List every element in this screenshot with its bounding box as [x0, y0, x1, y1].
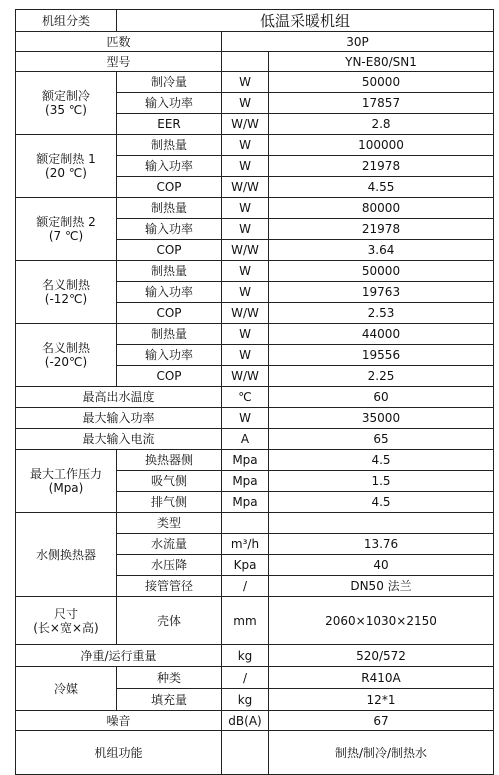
item-label: 制冷量 [117, 72, 222, 93]
spec-table [15, 9, 494, 775]
unit-cell: / [222, 576, 269, 597]
max-input-power-label: 最大输入功率 [16, 408, 222, 429]
value-cell: 12*1 [269, 689, 494, 711]
function-label: 机组功能 [16, 731, 222, 775]
unit-cell: dB(A) [222, 711, 269, 731]
table-row [16, 324, 494, 345]
item-label: COP [117, 177, 222, 198]
group-label: 名义制热 (-20℃) [16, 324, 117, 387]
item-label: EER [117, 114, 222, 135]
value-cell: 1.5 [269, 471, 494, 492]
value-cell: 520/572 [269, 645, 494, 667]
item-label: 种类 [117, 667, 222, 689]
group-label: 额定制热 2 (7 ℃) [16, 198, 117, 261]
value-cell: 4.55 [269, 177, 494, 198]
item-label: COP [117, 366, 222, 387]
table-row [16, 52, 494, 72]
noise-label: 噪音 [16, 711, 222, 731]
item-label: 类型 [117, 513, 222, 534]
table-row [16, 597, 494, 645]
unit-cell: W [222, 324, 269, 345]
unit-cell: kg [222, 645, 269, 667]
value-cell: 50000 [269, 261, 494, 282]
unit-cell: W [222, 219, 269, 240]
item-label: COP [117, 240, 222, 261]
table-row [16, 513, 494, 534]
unit-cell: A [222, 429, 269, 450]
item-label: 输入功率 [117, 282, 222, 303]
item-label: 输入功率 [117, 93, 222, 114]
value-cell: 80000 [269, 198, 494, 219]
max-input-current-label: 最大输入电流 [16, 429, 222, 450]
table-row [16, 645, 494, 667]
value-cell: 60 [269, 387, 494, 408]
group-label: 名义制热 (-12℃) [16, 261, 117, 324]
value-cell: 21978 [269, 156, 494, 177]
category-label: 机组分类 [16, 10, 117, 32]
unit-cell: W [222, 72, 269, 93]
unit-cell: W [222, 261, 269, 282]
table-row [16, 408, 494, 429]
value-cell: 13.76 [269, 534, 494, 555]
value-cell: 2.53 [269, 303, 494, 324]
item-label: 填充量 [117, 689, 222, 711]
value-cell: 19556 [269, 345, 494, 366]
value-cell: 35000 [269, 408, 494, 429]
group-label: 最大工作压力 (Mpa) [16, 450, 117, 513]
item-label: 输入功率 [117, 219, 222, 240]
value-cell: 44000 [269, 324, 494, 345]
item-label: 吸气侧 [117, 471, 222, 492]
value-cell: 65 [269, 429, 494, 450]
unit-cell: kg [222, 689, 269, 711]
table-row [16, 135, 494, 156]
unit-cell: W [222, 198, 269, 219]
item-label: 输入功率 [117, 156, 222, 177]
value-cell: 2.25 [269, 366, 494, 387]
unit-cell: W [222, 93, 269, 114]
value-cell: R410A [269, 667, 494, 689]
category-value: 低温采暖机组 [117, 10, 494, 32]
table-row [16, 72, 494, 93]
unit-cell: W/W [222, 240, 269, 261]
group-label: 尺寸 (长×宽×高) [16, 597, 117, 645]
unit-cell: W [222, 408, 269, 429]
value-cell: 2060×1030×2150 [269, 597, 494, 645]
weight-label: 净重/运行重量 [16, 645, 222, 667]
table-row [16, 450, 494, 471]
item-label: 排气侧 [117, 492, 222, 513]
table-row [16, 261, 494, 282]
item-label: 制热量 [117, 135, 222, 156]
unit-cell: ℃ [222, 387, 269, 408]
unit-cell: W [222, 156, 269, 177]
unit-cell: W/W [222, 114, 269, 135]
unit-cell: / [222, 667, 269, 689]
value-cell: DN50 法兰 [269, 576, 494, 597]
item-label: 水流量 [117, 534, 222, 555]
horsepower-value: 30P [222, 32, 494, 52]
table-row [16, 429, 494, 450]
value-cell: 19763 [269, 282, 494, 303]
unit-cell: m³/h [222, 534, 269, 555]
horsepower-label: 匹数 [16, 32, 222, 52]
item-label: 输入功率 [117, 345, 222, 366]
unit-cell: mm [222, 597, 269, 645]
group-label: 冷媒 [16, 667, 117, 711]
group-label: 水侧换热器 [16, 513, 117, 597]
table-row [16, 711, 494, 731]
max-water-temp-label: 最高出水温度 [16, 387, 222, 408]
value-cell: 21978 [269, 219, 494, 240]
unit-cell: Mpa [222, 471, 269, 492]
item-label: COP [117, 303, 222, 324]
value-cell: 40 [269, 555, 494, 576]
unit-cell: Mpa [222, 450, 269, 471]
value-cell: 67 [269, 711, 494, 731]
unit-cell: W/W [222, 366, 269, 387]
unit-cell: W [222, 345, 269, 366]
group-label: 额定制热 1 (20 ℃) [16, 135, 117, 198]
unit-cell: Kpa [222, 555, 269, 576]
item-label: 接管管径 [117, 576, 222, 597]
table-row [16, 32, 494, 52]
table-row [16, 198, 494, 219]
value-cell: 2.8 [269, 114, 494, 135]
item-label: 壳体 [117, 597, 222, 645]
group-label: 额定制冷 (35 ℃) [16, 72, 117, 135]
unit-cell: W [222, 135, 269, 156]
unit-cell: W/W [222, 303, 269, 324]
value-cell [269, 513, 494, 534]
unit-cell: Mpa [222, 492, 269, 513]
item-label: 制热量 [117, 198, 222, 219]
item-label: 制热量 [117, 261, 222, 282]
value-cell: 3.64 [269, 240, 494, 261]
value-cell: 100000 [269, 135, 494, 156]
value-cell: 17857 [269, 93, 494, 114]
value-cell: 50000 [269, 72, 494, 93]
value-cell: 4.5 [269, 450, 494, 471]
unit-cell: W/W [222, 177, 269, 198]
item-label: 制热量 [117, 324, 222, 345]
table-row [16, 10, 494, 32]
item-label: 换热器侧 [117, 450, 222, 471]
function-value: 制热/制冷/制热水 [269, 731, 494, 775]
table-row [16, 387, 494, 408]
unit-cell [222, 513, 269, 534]
model-label: 型号 [16, 52, 222, 72]
unit-cell: W [222, 282, 269, 303]
model-value: YN-E80/SN1 [269, 52, 494, 72]
value-cell: 4.5 [269, 492, 494, 513]
table-row [16, 731, 494, 775]
item-label: 水压降 [117, 555, 222, 576]
table-row [16, 667, 494, 689]
